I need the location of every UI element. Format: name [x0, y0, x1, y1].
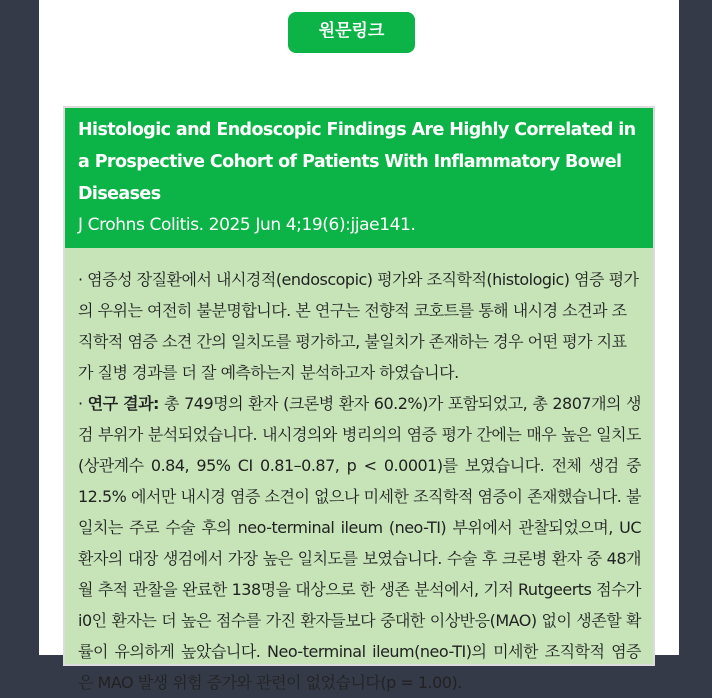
- background-paragraph: · 염증성 장질환에서 내시경적(endoscopic) 평가와 조직학적(histologic) 염증 평가의 우위는 여전히 불분명합니다. 본 연구는 전향적 코호트를 통해 내시경 소견과 조직학적 염증 소견 간의 일치도를 평가하고, 불일치가 존재하는 경우 어떤 평가 지표가 질병 경과를 더 잘 예측하는지 분석하고자 하였습니다.: [78, 270, 639, 382]
- card-header: [65, 108, 653, 248]
- paper-citation: J Crohns Colitis. 2025 Jun 4;19(6):jjae141.: [78, 215, 416, 235]
- bullet-marker: ·: [78, 394, 88, 413]
- results-paragraph: [78, 388, 641, 698]
- paper-title: Histologic and Endoscopic Findings Are Highly Correlated in a Prospective Cohort of Patients With Inflammatory Bowel Diseases: [78, 120, 636, 204]
- results-text: 총 749명의 환자 (크론병 환자 60.2%)가 포함되었고, 총 2807개의 생검 부위가 분석되었습니다. 내시경의와 병리의의 염증 평가 간에는 매우 높은 일치도 (상관계수 0.84, 95% CI 0.81–0.87, p < 0.0001)를 보였습니다. 전체 생검 중 12.5% 에서만 내시경 염증 소견이 없으나 미세한 조직학적 염증이 존재했습니다. 불일치는 주로 수술 후의 neo-terminal ileum (neo-TI) 부위에서 관찰되었으며, UC 환자의 대장 생검에서 가장 높은 일치도를 보였습니다. 수술 후 크론병 환자 중 48개월 추적 관찰을 완료한 138명을 대상으로 한 생존 분석에서, 기저 Rutgeerts 점수가 i0인 환자는 더 높은 점수를 가진 환자들보다 중대한 이상반응(MAO) 없이 생존할 확률이 유의하게 높았습니다. Neo-terminal ileum(neo-TI)의 미세한 조직학적 염증은 MAO 발생 위험 증가와 관련이 없었습니다(p = 1.00).: [78, 394, 642, 692]
- card-body: [65, 248, 653, 698]
- results-label: 연구 결과:: [87, 394, 159, 413]
- paper-summary-card: [63, 106, 655, 692]
- original-link-button[interactable]: 원문링크: [288, 12, 415, 53]
- page-content: [39, 0, 679, 692]
